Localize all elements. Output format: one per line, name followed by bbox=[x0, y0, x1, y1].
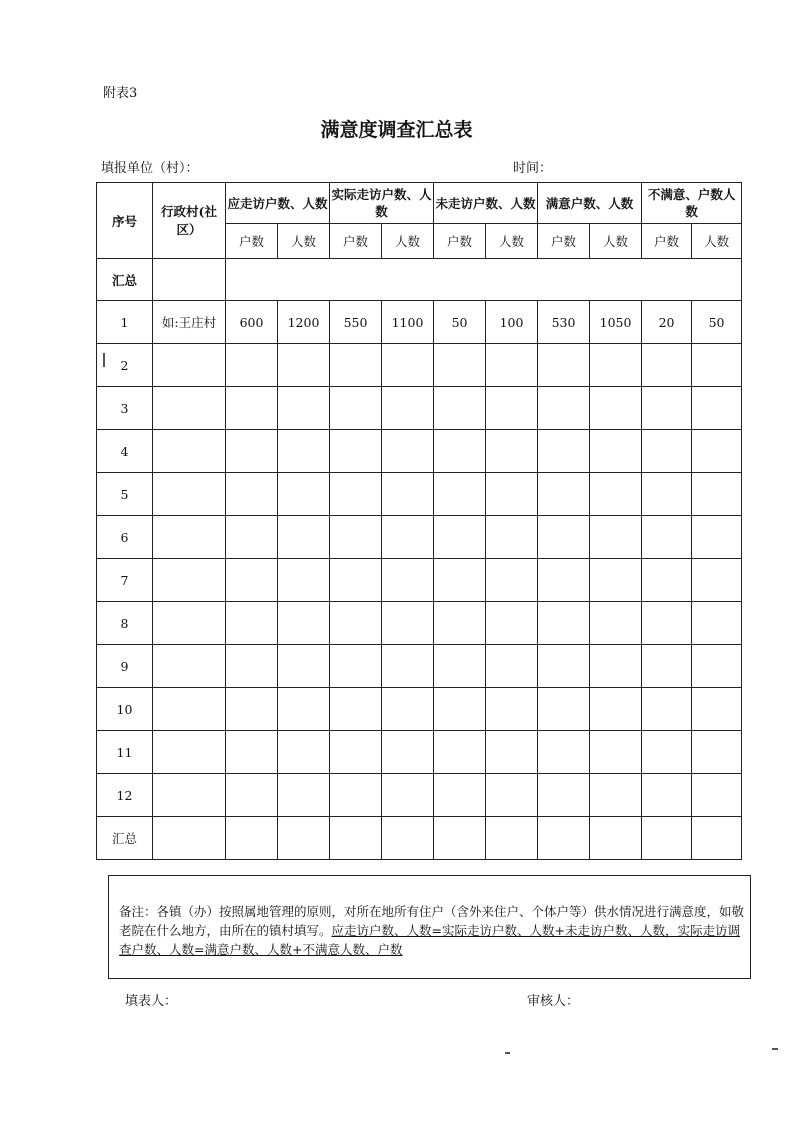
row-village bbox=[153, 473, 226, 516]
table-cell bbox=[226, 645, 278, 688]
subcolumn-header: 户数 bbox=[330, 224, 382, 259]
table-cell bbox=[278, 559, 330, 602]
table-cell bbox=[642, 387, 692, 430]
table-cell bbox=[330, 602, 382, 645]
table-cell bbox=[382, 516, 434, 559]
row-seq: 4 bbox=[97, 430, 153, 473]
table-cell bbox=[434, 344, 486, 387]
table-cell bbox=[692, 688, 742, 731]
table-row bbox=[97, 344, 742, 387]
table-cell bbox=[642, 473, 692, 516]
reporting-unit-label: 填报单位（村）： bbox=[101, 161, 199, 176]
table-cell bbox=[692, 731, 742, 774]
table-cell bbox=[538, 516, 590, 559]
table-cell bbox=[538, 645, 590, 688]
table-cell bbox=[692, 516, 742, 559]
table-cell bbox=[226, 731, 278, 774]
table-cell bbox=[590, 559, 642, 602]
table-cell bbox=[278, 688, 330, 731]
table-cell bbox=[434, 817, 486, 860]
table-cell bbox=[278, 774, 330, 817]
table-cell bbox=[590, 602, 642, 645]
subcolumn-header: 人数 bbox=[692, 224, 742, 259]
survey-summary-table bbox=[96, 182, 742, 860]
table-cell bbox=[434, 516, 486, 559]
table-cell bbox=[692, 473, 742, 516]
table-row bbox=[97, 430, 742, 473]
row-seq: 6 bbox=[97, 516, 153, 559]
table-cell: 1200 bbox=[278, 301, 330, 344]
row-seq: 3 bbox=[97, 387, 153, 430]
table-cell bbox=[434, 559, 486, 602]
table-row bbox=[97, 473, 742, 516]
table-cell bbox=[382, 645, 434, 688]
table-cell bbox=[226, 387, 278, 430]
table-cell bbox=[486, 645, 538, 688]
table-cell bbox=[278, 645, 330, 688]
group-header-unsatisfied: 不满意、户数人数 bbox=[642, 183, 742, 224]
table-row bbox=[97, 731, 742, 774]
table-cell bbox=[692, 387, 742, 430]
table-cell bbox=[226, 602, 278, 645]
table-cell bbox=[226, 516, 278, 559]
note-box bbox=[108, 875, 751, 979]
group-header-should-visit: 应走访户数、人数 bbox=[226, 183, 330, 224]
table-cell bbox=[226, 817, 278, 860]
table-cell bbox=[434, 430, 486, 473]
table-cell bbox=[278, 387, 330, 430]
table-cell bbox=[692, 645, 742, 688]
table-cell: 1100 bbox=[382, 301, 434, 344]
row-seq: 2 bbox=[97, 344, 153, 387]
table-cell: 20 bbox=[642, 301, 692, 344]
summary-bottom-label: 汇总 bbox=[97, 817, 153, 860]
table-cell bbox=[278, 516, 330, 559]
table-cell: 530 bbox=[538, 301, 590, 344]
table-cell bbox=[330, 645, 382, 688]
scan-speck bbox=[772, 1048, 778, 1050]
table-cell: 100 bbox=[486, 301, 538, 344]
table-cell bbox=[692, 344, 742, 387]
table-cell bbox=[590, 774, 642, 817]
table-cell bbox=[226, 688, 278, 731]
table-cell bbox=[382, 387, 434, 430]
subcolumn-header: 人数 bbox=[278, 224, 330, 259]
table-cell: 550 bbox=[330, 301, 382, 344]
table-cell bbox=[226, 473, 278, 516]
table-cell bbox=[486, 602, 538, 645]
table-cell bbox=[642, 344, 692, 387]
table-cell bbox=[434, 731, 486, 774]
table-cell bbox=[692, 559, 742, 602]
table-cell bbox=[590, 473, 642, 516]
row-seq: 7 bbox=[97, 559, 153, 602]
table-cell bbox=[642, 774, 692, 817]
table-cell bbox=[590, 516, 642, 559]
table-row bbox=[97, 645, 742, 688]
table-cell bbox=[382, 559, 434, 602]
group-header-actual-visit: 实际走访户数、人数 bbox=[330, 183, 434, 224]
table-cell bbox=[278, 602, 330, 645]
subcolumn-header: 户数 bbox=[538, 224, 590, 259]
table-cell: 50 bbox=[692, 301, 742, 344]
table-cell bbox=[330, 344, 382, 387]
table-cell bbox=[278, 473, 330, 516]
table-cell bbox=[538, 602, 590, 645]
table-cell bbox=[382, 731, 434, 774]
time-label: 时间： bbox=[513, 161, 553, 176]
table-cell bbox=[330, 430, 382, 473]
table-row bbox=[97, 301, 742, 344]
table-cell bbox=[278, 344, 330, 387]
table-cell bbox=[153, 817, 226, 860]
table-cell bbox=[642, 430, 692, 473]
subcolumn-header: 人数 bbox=[486, 224, 538, 259]
table-cell: 1050 bbox=[590, 301, 642, 344]
row-village: 如:王庄村 bbox=[153, 301, 226, 344]
table-cell bbox=[590, 344, 642, 387]
row-seq: 1 bbox=[97, 301, 153, 344]
table-cell bbox=[330, 473, 382, 516]
table-cell bbox=[278, 817, 330, 860]
table-row bbox=[97, 774, 742, 817]
table-cell: 600 bbox=[226, 301, 278, 344]
table-row bbox=[97, 516, 742, 559]
table-cell bbox=[434, 473, 486, 516]
summary-row-top bbox=[97, 259, 742, 301]
table-cell bbox=[434, 602, 486, 645]
table-cell bbox=[642, 688, 692, 731]
attachment-label: 附表3 bbox=[103, 86, 138, 101]
table-cell bbox=[642, 559, 692, 602]
table-cell bbox=[382, 473, 434, 516]
table-cell bbox=[590, 731, 642, 774]
group-header-not-visited: 未走访户数、人数 bbox=[434, 183, 538, 224]
table-cell bbox=[382, 602, 434, 645]
table-cell bbox=[692, 430, 742, 473]
table-cell bbox=[486, 516, 538, 559]
table-cell bbox=[382, 688, 434, 731]
row-village bbox=[153, 645, 226, 688]
note-text bbox=[119, 902, 745, 959]
table-cell bbox=[330, 688, 382, 731]
table-row bbox=[97, 602, 742, 645]
page-title: 满意度调查汇总表 bbox=[320, 119, 473, 141]
header-row-groups bbox=[97, 183, 742, 224]
subcolumn-header: 人数 bbox=[590, 224, 642, 259]
table-cell bbox=[486, 774, 538, 817]
table-cell bbox=[538, 473, 590, 516]
table-cell bbox=[538, 817, 590, 860]
table-cell bbox=[486, 688, 538, 731]
table-cell bbox=[692, 602, 742, 645]
table-cell bbox=[642, 817, 692, 860]
table-cell bbox=[538, 774, 590, 817]
table-cell bbox=[382, 344, 434, 387]
table-cell bbox=[486, 387, 538, 430]
row-seq: 8 bbox=[97, 602, 153, 645]
subcolumn-header: 户数 bbox=[434, 224, 486, 259]
table-cell bbox=[382, 774, 434, 817]
table-cell bbox=[590, 387, 642, 430]
table-cell bbox=[642, 731, 692, 774]
seq-header: 序号 bbox=[97, 183, 153, 259]
table-cell bbox=[538, 731, 590, 774]
summary-row-bottom bbox=[97, 817, 742, 860]
row-village bbox=[153, 688, 226, 731]
table-cell: 50 bbox=[434, 301, 486, 344]
table-cell bbox=[226, 344, 278, 387]
group-header-satisfied: 满意户数、人数 bbox=[538, 183, 642, 224]
table-cell bbox=[692, 817, 742, 860]
table-cell bbox=[538, 430, 590, 473]
row-village bbox=[153, 731, 226, 774]
reviewer-label: 审核人： bbox=[527, 994, 580, 1009]
table-cell bbox=[382, 817, 434, 860]
table-cell bbox=[486, 344, 538, 387]
table-cell bbox=[590, 645, 642, 688]
note-prefix: 备注：各镇（办）按照属地管理的原则，对所在地所有住户（含外来住户、个体户等）供水情况进行满意度，如敬老院在什么地方，由所在的镇村填写。 bbox=[119, 904, 745, 938]
table-cell bbox=[330, 731, 382, 774]
note-formula: 应走访户数、人数=实际走访户数、人数+未走访户数、人数，实际走访调查户数、人数=满意户数、人数+不满意人数、户数 bbox=[119, 923, 740, 957]
table-cell bbox=[434, 688, 486, 731]
row-village bbox=[153, 344, 226, 387]
table-cell bbox=[486, 731, 538, 774]
table-cell bbox=[278, 731, 330, 774]
table-cell bbox=[330, 774, 382, 817]
table-cell bbox=[382, 430, 434, 473]
table-cell bbox=[330, 817, 382, 860]
table-cell bbox=[153, 259, 226, 301]
table-cell bbox=[434, 387, 486, 430]
table-cell bbox=[434, 645, 486, 688]
row-village bbox=[153, 559, 226, 602]
table-cell bbox=[330, 559, 382, 602]
scan-speck bbox=[505, 1052, 510, 1054]
table-cell bbox=[434, 774, 486, 817]
table-cell bbox=[642, 645, 692, 688]
table-cell bbox=[278, 430, 330, 473]
table-cell bbox=[486, 473, 538, 516]
table-cell bbox=[590, 430, 642, 473]
village-header: 行政村(社区） bbox=[153, 183, 226, 259]
subcolumn-header: 户数 bbox=[642, 224, 692, 259]
scan-speck bbox=[103, 353, 105, 367]
table-cell bbox=[226, 559, 278, 602]
table-cell bbox=[330, 387, 382, 430]
row-seq: 12 bbox=[97, 774, 153, 817]
row-village bbox=[153, 387, 226, 430]
row-village bbox=[153, 430, 226, 473]
table-cell bbox=[642, 602, 692, 645]
subcolumn-header: 人数 bbox=[382, 224, 434, 259]
table-cell bbox=[538, 387, 590, 430]
table-cell bbox=[486, 559, 538, 602]
table-row bbox=[97, 387, 742, 430]
row-village bbox=[153, 602, 226, 645]
row-village bbox=[153, 516, 226, 559]
row-seq: 5 bbox=[97, 473, 153, 516]
table-cell bbox=[590, 688, 642, 731]
table-cell bbox=[642, 516, 692, 559]
table-cell bbox=[538, 344, 590, 387]
row-village bbox=[153, 774, 226, 817]
row-seq: 10 bbox=[97, 688, 153, 731]
row-seq: 11 bbox=[97, 731, 153, 774]
table-row bbox=[97, 559, 742, 602]
row-seq: 9 bbox=[97, 645, 153, 688]
subcolumn-header: 户数 bbox=[226, 224, 278, 259]
table-row bbox=[97, 688, 742, 731]
table-cell bbox=[590, 817, 642, 860]
table-cell bbox=[692, 774, 742, 817]
table-cell bbox=[538, 559, 590, 602]
table-cell bbox=[226, 259, 742, 301]
table-cell bbox=[330, 516, 382, 559]
filler-label: 填表人： bbox=[125, 994, 178, 1009]
summary-top-label: 汇总 bbox=[97, 259, 153, 301]
table-cell bbox=[226, 774, 278, 817]
table-cell bbox=[486, 430, 538, 473]
table-cell bbox=[538, 688, 590, 731]
table-cell bbox=[226, 430, 278, 473]
table-cell bbox=[486, 817, 538, 860]
